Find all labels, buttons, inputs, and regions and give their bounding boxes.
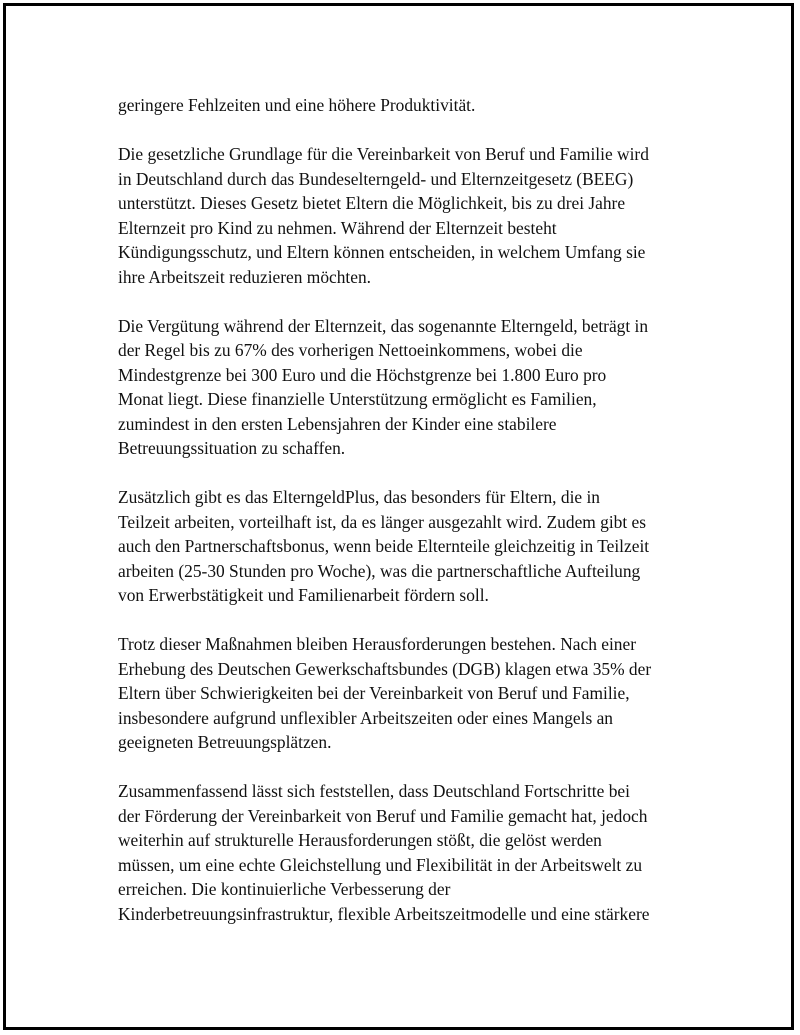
text-line: der Förderung der Vereinbarkeit von Beruf und Familie gemacht hat, jedoch: [118, 805, 648, 826]
paragraph: [118, 485, 688, 608]
text-line: von Erwerbstätigkeit und Familienarbeit fördern soll.: [118, 585, 489, 605]
text-line: Die Vergütung während der Elternzeit, das sogenannte Elterngeld, beträgt in: [118, 315, 649, 336]
paragraph: [118, 142, 688, 289]
paragraph: [118, 93, 688, 118]
text-line: Trotz dieser Maßnahmen bleiben Herausforderungen bestehen. Nach einer: [118, 634, 636, 654]
text-line: Teilzeit arbeiten, vorteilhaft ist, da es länger ausgezahlt wird. Zudem gibt es: [118, 511, 647, 532]
text-line: in Deutschland durch das Bundeselterngeld- und Elternzeitgesetz (BEEG): [118, 168, 634, 189]
text-line: Zusätzlich gibt es das ElterngeldPlus, das besonders für Eltern, die in: [118, 487, 600, 507]
text-line: insbesondere aufgrund unflexibler Arbeitszeiten oder eines Mangels an: [118, 707, 613, 728]
text-line: Mindestgrenze bei 300 Euro und die Höchstgrenze bei 1.800 Euro pro: [118, 364, 607, 385]
document-body: [118, 93, 688, 951]
paragraph: [118, 314, 688, 461]
text-line: weiterhin auf strukturelle Herausforderungen stößt, die gelöst werden: [118, 830, 602, 850]
text-line: auch den Partnerschaftsbonus, wenn beide Elternteile gleichzeitig in Teilzeit: [118, 536, 650, 556]
text-line: Betreuungssituation zu schaffen.: [118, 438, 346, 458]
text-line: Eltern über Schwierigkeiten bei der Vereinbarkeit von Beruf und Familie,: [118, 683, 630, 703]
text-line: der Regel bis zu 67% des vorherigen Nettoeinkommens, wobei die: [118, 340, 583, 360]
paragraph: [118, 779, 688, 926]
text-line: müssen, um eine echte Gleichstellung und Flexibilität in der Arbeitswelt zu: [118, 854, 643, 875]
text-line: erreichen. Die kontinuierliche Verbesserung der: [118, 879, 451, 899]
text-line: Elternzeit pro Kind zu nehmen. Während der Elternzeit besteht: [118, 217, 557, 238]
text-line: Kündigungsschutz, und Eltern können entscheiden, in welchem Umfang sie: [118, 242, 646, 262]
text-line: ihre Arbeitszeit reduzieren möchten.: [118, 266, 372, 287]
text-line: Erhebung des Deutschen Gewerkschaftsbundes (DGB) klagen etwa 35% der: [118, 658, 652, 679]
text-line: unterstützt. Dieses Gesetz bietet Eltern die Möglichkeit, bis zu drei Jahre: [118, 193, 626, 213]
text-line: zumindest in den ersten Lebensjahren der Kinder eine stabilere: [118, 413, 557, 434]
text-line: arbeiten (25-30 Stunden pro Woche), was die partnerschaftliche Aufteilung: [118, 560, 641, 581]
text-line: Kinderbetreuungsinfrastruktur, flexible Arbeitszeitmodelle und eine stärkere: [118, 903, 650, 924]
text-line: geringere Fehlzeiten und eine höhere Produktivität.: [118, 95, 476, 115]
text-line: Monat liegt. Diese finanzielle Unterstützung ermöglicht es Familien,: [118, 389, 597, 409]
text-line: Die gesetzliche Grundlage für die Vereinbarkeit von Beruf und Familie wird: [118, 144, 649, 164]
text-line: Zusammenfassend lässt sich feststellen, dass Deutschland Fortschritte bei: [118, 781, 630, 801]
paragraph: [118, 632, 688, 755]
text-line: geeigneten Betreuungsplätzen.: [118, 732, 332, 752]
